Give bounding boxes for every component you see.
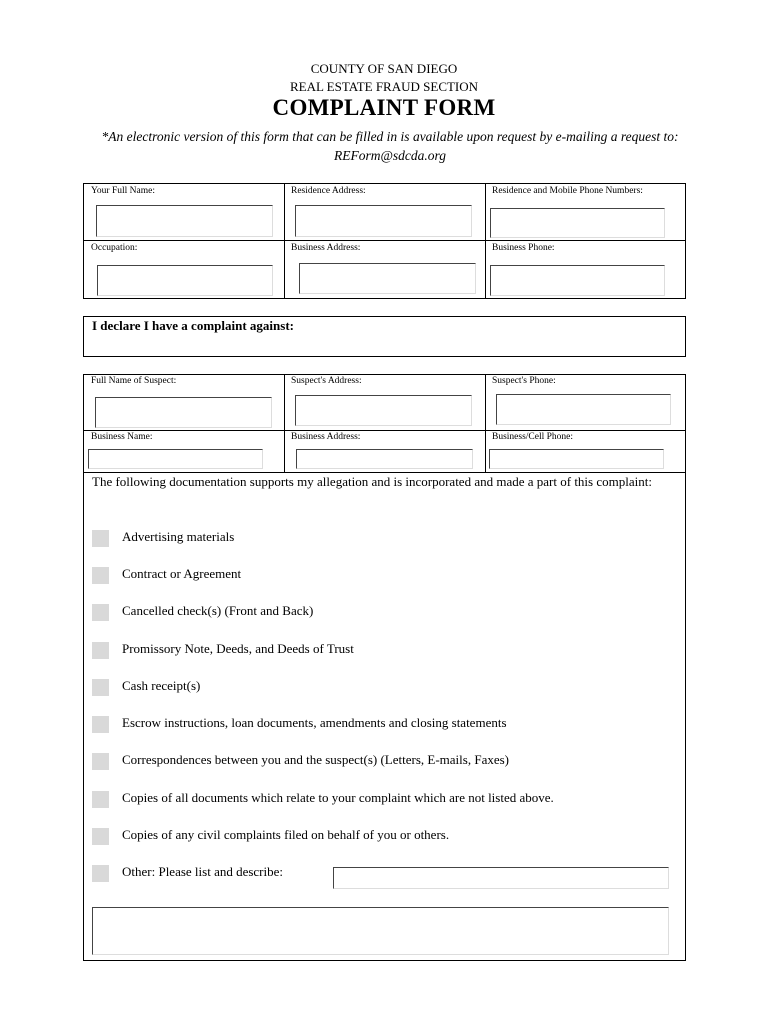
checkbox[interactable] xyxy=(92,753,109,770)
check-label: Cash receipt(s) xyxy=(122,678,201,693)
suspect-address-label: Suspect's Address: xyxy=(291,376,362,386)
residence-address-label: Residence Address: xyxy=(291,186,366,196)
suspect-business-phone-field[interactable] xyxy=(489,449,664,469)
check-label: Advertising materials xyxy=(122,529,235,544)
business-address-field[interactable] xyxy=(299,263,476,294)
business-phone-field[interactable] xyxy=(490,265,665,296)
suspect-business-name-label: Business Name: xyxy=(91,432,153,442)
full-name-label: Your Full Name: xyxy=(91,186,155,196)
section-heading: REAL ESTATE FRAUD SECTION xyxy=(289,79,479,94)
checkbox[interactable] xyxy=(92,791,109,808)
divider xyxy=(284,183,285,299)
checkbox[interactable] xyxy=(92,604,109,621)
suspect-name-field[interactable] xyxy=(95,397,272,428)
occupation-field[interactable] xyxy=(97,265,273,296)
suspect-business-address-field[interactable] xyxy=(296,449,473,469)
suspect-phone-field[interactable] xyxy=(496,394,671,425)
check-label: Other: Please list and describe: xyxy=(122,864,284,879)
form-title: COMPLAINT FORM xyxy=(272,95,496,120)
checkbox[interactable] xyxy=(92,530,109,547)
checkbox[interactable] xyxy=(92,642,109,659)
checkbox[interactable] xyxy=(92,865,109,882)
other-details-textarea[interactable] xyxy=(92,907,669,955)
occupation-label: Occupation: xyxy=(91,243,138,253)
declaration-text: I declare I have a complaint against: xyxy=(92,318,294,333)
residence-phone-label: Residence and Mobile Phone Numbers: xyxy=(492,186,643,196)
check-label: Cancelled check(s) (Front and Back) xyxy=(122,603,314,618)
checkbox[interactable] xyxy=(92,679,109,696)
divider xyxy=(83,430,686,431)
checkbox[interactable] xyxy=(92,828,109,845)
residence-phone-field[interactable] xyxy=(490,208,665,238)
residence-address-field[interactable] xyxy=(295,205,472,237)
checkbox[interactable] xyxy=(92,567,109,584)
other-describe-field[interactable] xyxy=(333,867,669,889)
check-label: Correspondences between you and the suspect(s) (Letters, E-mails, Faxes) xyxy=(122,752,509,767)
divider xyxy=(485,374,486,473)
suspect-name-label: Full Name of Suspect: xyxy=(91,376,177,386)
business-phone-label: Business Phone: xyxy=(492,243,555,253)
county-heading: COUNTY OF SAN DIEGO xyxy=(310,61,458,76)
divider xyxy=(83,240,686,241)
suspect-business-phone-label: Business/Cell Phone: xyxy=(492,432,574,442)
check-label: Copies of all documents which relate to your complaint which are not listed above. xyxy=(122,790,554,805)
suspect-business-name-field[interactable] xyxy=(88,449,263,469)
divider xyxy=(284,374,285,473)
full-name-field[interactable] xyxy=(96,205,273,237)
check-label: Promissory Note, Deeds, and Deeds of Trust xyxy=(122,641,354,656)
check-label: Copies of any civil complaints filed on behalf of you or others. xyxy=(122,827,450,842)
suspect-phone-label: Suspect's Phone: xyxy=(492,376,556,386)
documentation-intro: The following documentation supports my allegation and is incorporated and made a part of this complaint: xyxy=(92,474,652,489)
check-label: Contract or Agreement xyxy=(122,566,242,581)
check-label: Escrow instructions, loan documents, amendments and closing statements xyxy=(122,715,507,730)
business-address-label: Business Address: xyxy=(291,243,361,253)
divider xyxy=(485,183,486,299)
suspect-address-field[interactable] xyxy=(295,395,472,426)
checkbox[interactable] xyxy=(92,716,109,733)
suspect-business-address-label: Business Address: xyxy=(291,432,361,442)
electronic-version-note: *An electronic version of this form that can be filled in is available upon request by e-mailing a request to: REForm@sdcda.org xyxy=(101,129,679,163)
